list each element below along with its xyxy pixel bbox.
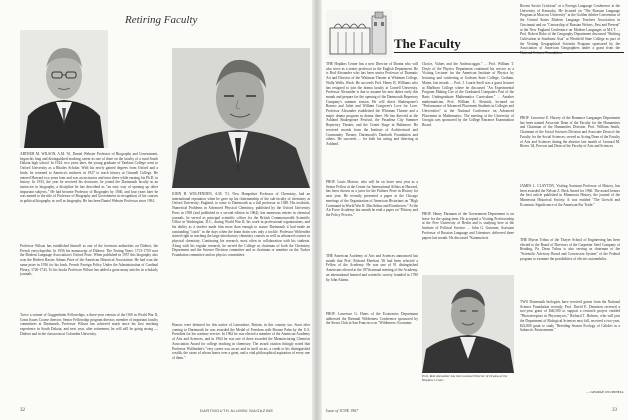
wolfenden-para-2-text: Honors were destined for this native of Lancashire, Britain, in this country too. Soon after coming to Dartmouth he was awarded the Medal of Freedom with Bronze Palm by the U.S. President for his wartime service. In 1962 he was elected a member of the American Academy of Arts and Sciences, and in 1964 he was one of three awarded the Manufacturing Chemists Association Award for college teaching in chemistry. The award citation fittingly noted that Professor Wolfenden's "very career was an art and in itself an art, a credit to his distinguished wealth, the cause of whom honor over a great, and a vital philosophical aspiration of every one of them." — [172, 323, 310, 360]
right-col1-d-text: PROF. Lawrence G. Hines of the Economics Department addressed the Biennial Wilderness Conference sponsored by the Sierra Club in San Francisco on "Wilderness: Economic — [326, 312, 418, 326]
gutter — [312, 0, 322, 420]
right-col1-b — [326, 180, 418, 252]
right-col2-b — [422, 212, 514, 272]
right-col3-text: Recent Soviet Criticism" at a Foreign Language Conference at the University of Kentucky. He lectured on "The Russian Language Program at Moscow University" at the Golden Jubilee Convention of the Central States Modern Language Teachers Association in Cincinnati and on "Censorship of Russian Writers, Past and Present" at the New England Conference on Modern Languages at M.I.T. ... Prof. Robert Hoke of the Geography Department discussed "Shifting Cultivation in Southeast Asia" at Westfield State College as part of the Visiting Geographical Scientist Program sponsored by the Association of American Geographers under a grant from the National Science Foundation. — [520, 4, 620, 56]
right-col3-b — [520, 116, 620, 182]
left-page — [0, 0, 312, 420]
wilson-caption — [20, 152, 158, 244]
right-col2-b-text: PROF. Henry Ehrmann of the Government Department is on leave for the spring term. He accepted a Visiting Professorship at the Free University of Berlin and is studying here at the Institute of Political Science. ... John G. Gurraner, Assistant Professor of Russian Language and Literature, delivered three papers last month. He discussed "Karamzin in — [422, 212, 514, 240]
issue-date: Issue of JUNE 1967 — [326, 408, 359, 413]
right-col1-c — [326, 254, 418, 310]
right-col2 — [422, 62, 514, 212]
right-col1-c-text: THE American Academy of Arts and Sciences announced last month that Prof. Richard Eberhart '26 had been selected a Fellow of the Academy. He was one of 91 distinguished Americans elected at the 187th annual meeting of the Academy, an international learned and scientific society founded in 1780 by John Adams. — [326, 254, 418, 282]
retiring-faculty-heading: Retiring Faculty — [125, 14, 198, 26]
portrait-alexander-image — [422, 275, 514, 373]
right-col2-text: Choice, Values and the Androscoggin." ... Prof. William T. Doyle of the Physics Department continued his service as a Visiting Lecturer for the American Institute of Physics by lecturing and conferring at Gorham State College, Gorham, Maine, last month. ... Prof. J. Laurie Snell was a guest lecturer at Marlboro College where he discussed "An Experimental Program Making Use of the Graduated Computers Part of the Basic Undergraduate Mathematics Curriculum." ... Another mathematician, Prof. William E. Slesnick, lectured on "Performance of Advanced Placement Students in Colleges and Universities" at the National Conference on Advanced Placement in Mathematics. The meeting at the University of Georgia was sponsored by the College Entrance Examination Board. — [422, 62, 514, 128]
right-col3 — [520, 4, 620, 114]
right-col3-c — [520, 184, 620, 236]
left-folio: 32 — [20, 408, 25, 413]
wilson-para-3 — [20, 313, 158, 395]
wilson-para-3-text: Twice a winner of Guggenheim Fellowships, a three-year veteran of the OSS in World War II, Great Issues Course director, Senior Fellowship program director, member of important faculty committees at Dartmouth, Professor Wilson has achieved much since his first teaching experience in South Dakota, and next year, after retirement, he will still be going strong — Diderot and in the classroom at Columbia University. — [20, 313, 158, 336]
right-page — [322, 0, 628, 420]
right-col1-b-text: PROF. Louis Morton, who will be on leave next year as a Senior Fellow at the Center for International Affairs at Harvard, has been chosen as a juror for the Pulitzer Prize in History for next year. He recently presented a paper at the Chicago meetings of the Organization of American Historians on "High Command in World War II: MacArthur and Eisenhower." At the Air Force Academy last month he read a paper on "History and the Policy Process." — [326, 180, 418, 217]
portrait-wolfenden-image — [172, 48, 310, 188]
right-col3-e — [520, 300, 620, 388]
right-col1-text: THE Hopkins Center has a new Director of Drama who will also serve as a senior professor in the English Department. He is Rod Alexander who has been senior Professor of Dramatic Art and Director of the Whitman Theater at Whitman College, Walla Walla, Wash. He succeeds Prof. Henry B. Williams who has resigned to join the drama faculty at Cornell University. Professor Alexander is due to assume his new duties early this month and prepare for the opening of the Dartmouth Repertory Company's summer season. He will direct Shakespeare's Romeo and Juliet and William Congreve's Love for Love. Professor Alexander established the Whitman Theater and a major drama program in drama there. He has directed at the Ashland Shakespeare Festival, the Pasadena City Summer Repertory Theater, and the Center Stage in Baltimore. He received awards from the Institute of Architectural and Community Theater, Dartmouth's Danforth Foundation and others. He succeeds ... for both his acting and directing at Ashland. — [326, 62, 418, 146]
hopkins-center-illustration — [326, 10, 392, 58]
masthead: DARTMOUTH ALUMNI MAGAZINE — [200, 408, 274, 413]
right-folio: 33 — [612, 408, 617, 413]
wilson-para-2-text: Professor Wilson has established himself as one of the foremost authorities on Diderot, the French encyclopedist. In 1956 his manuscript of Diderot: The Testing Years, 1713-1759 won the Modern Language Association's Oxford Prize. When published in 1957 this biography also won the Herbert Baxter Adams Prize of the American Historical Association. He had won the same prize in 1936 for his book, French Foreign Policy Under the Administration of Cardinal Fleury, 1726-1743. To his books Professor Wilson has added a great many articles in scholarly journals. — [20, 244, 158, 277]
right-col3-d-text: THE Myron Tribus of the Thayer School of Engineering has been elected to the Board of Directors of the Carpenter Steel Company of Reading, Pa. Dean Tribus is also serving as chairman of the "Scientific Advisory Board and Conversion System" of the Federal program to examine the possibilities of electric automobiles. — [520, 238, 620, 261]
photo-rod-alexander — [422, 275, 514, 373]
wolfenden-para-2 — [172, 323, 310, 395]
building-illustration-icon — [326, 10, 392, 58]
photo-arthur-wilson — [20, 30, 108, 148]
the-faculty-heading: The Faculty — [394, 36, 461, 51]
wolfenden-caption — [172, 192, 310, 322]
right-col3-e-text: TWO Dartmouth biologists have received grants from the National Science Foundation recently. Prof. David E. Dennison received a two-year grant of $46,500 to support a research project entitled "Photoreceptors in Phycomyces." Richard T. Holmes, who will join the Department of Biological Sciences next fall, received a two-year, $22,800 grant to study "Breeding Season Ecology of Calidris in a Subarctic Environment." — [520, 300, 620, 333]
right-col3-d — [520, 238, 620, 298]
wilson-caption-text: ARTHUR M. WILSON, A.M. '61, Daniel Webster Professor of Biography and Government, began his long and distinguished teaching career as one of three on the faculty of a rural South Dakota high school. In 1924, two years later, the young graduate of Yankton College went to Oxford University as a Rhodes Scholar. With his newly gained degrees from Oxford and a bride, he returned to America's midwest in 1927 to teach history at Grinnell College. He entered Harvard two years later and was an instructor and tutor there while earning his Ph.D. in history. In 1933, the year he received his doctorate, he joined the Dartmouth faculty as an instructor in biography, a discipline he has described as "an easy way of opening up other important subjects." He had become Professor of Biography by 1940, and four years later he was named to the title of Professor of Biography and Government in recognition of his courses in political biography as well as biography. He has been Daniel Webster Professor since 1961. — [20, 152, 158, 204]
right-col3-c-text: JAMES L. CLAYTON, Visiting Assistant Professor of History, has been awarded the Nelson Z. Beck Award for 1966. The award honors the best article published in Minnesota History, the journal of the Minnesota Historical Society. It was entitled "The Growth and Economic Significance of the American Fur Trade." — [520, 184, 620, 207]
right-col3-b-text: PROF. Lawrence E. Harvey of the Romance Languages Department has been named Associate Dean of the Faculty for the Humanities and Chairman of the Humanities Division. Prof. William Smith, Chairman of the Social Sciences Division and Associate Dean of the Faculty for the Social Sciences, served as Acting Dean of the Faculty of Arts and Sciences during the absence last month of Leonard M. Rieser '44, Provost and Dean of the Faculty of Arts and Sciences. — [520, 116, 620, 149]
wilson-para-2 — [20, 244, 158, 312]
signature: — GEORGE O'CONNELL — [586, 390, 624, 394]
alexander-caption: Prof. Rod Alexander has been named Director of Drama at the Hopkins Center. — [422, 374, 508, 383]
portrait-wilson-image — [20, 30, 108, 148]
right-col1 — [326, 62, 418, 178]
right-col1-d — [326, 312, 418, 392]
photo-john-wolfenden — [172, 48, 310, 188]
wolfenden-caption-text: JOHN H. WOLFENDEN, A.M. '51, New Hampshire Professor of Chemistry, had an international reputation when he gave up his chairmanship of the sub-faculty of chemistry at Oxford University, England, to come to Dartmouth as a full professor in 1948. His textbook, Numerical Problems in Advanced Physical Chemistry, published by the Oxford University Press in 1938 (and published in a second edition in 1964), has numerous entries in chemical journals, he served as principal scientific officer for the British Commonwealth Scientific Office in Washington, D.C., during World War II; his work in professional organizations, and his ability as a teacher made him more than enough to assure Dartmouth it had made an outstanding "catch" in the days when the brain drain was only a trickle. Professor Wolfenden started right in teaching the large introductory chemistry courses as well as advanced courses in physical chemistry. Continuing his research, most often in collaboration with his students. Along with his regular research, he served the College as chairman of both the Chemistry Department and the Science Division committee and as chairman or member on the Tucker Foundation committee and on physics committees. — [172, 192, 310, 258]
